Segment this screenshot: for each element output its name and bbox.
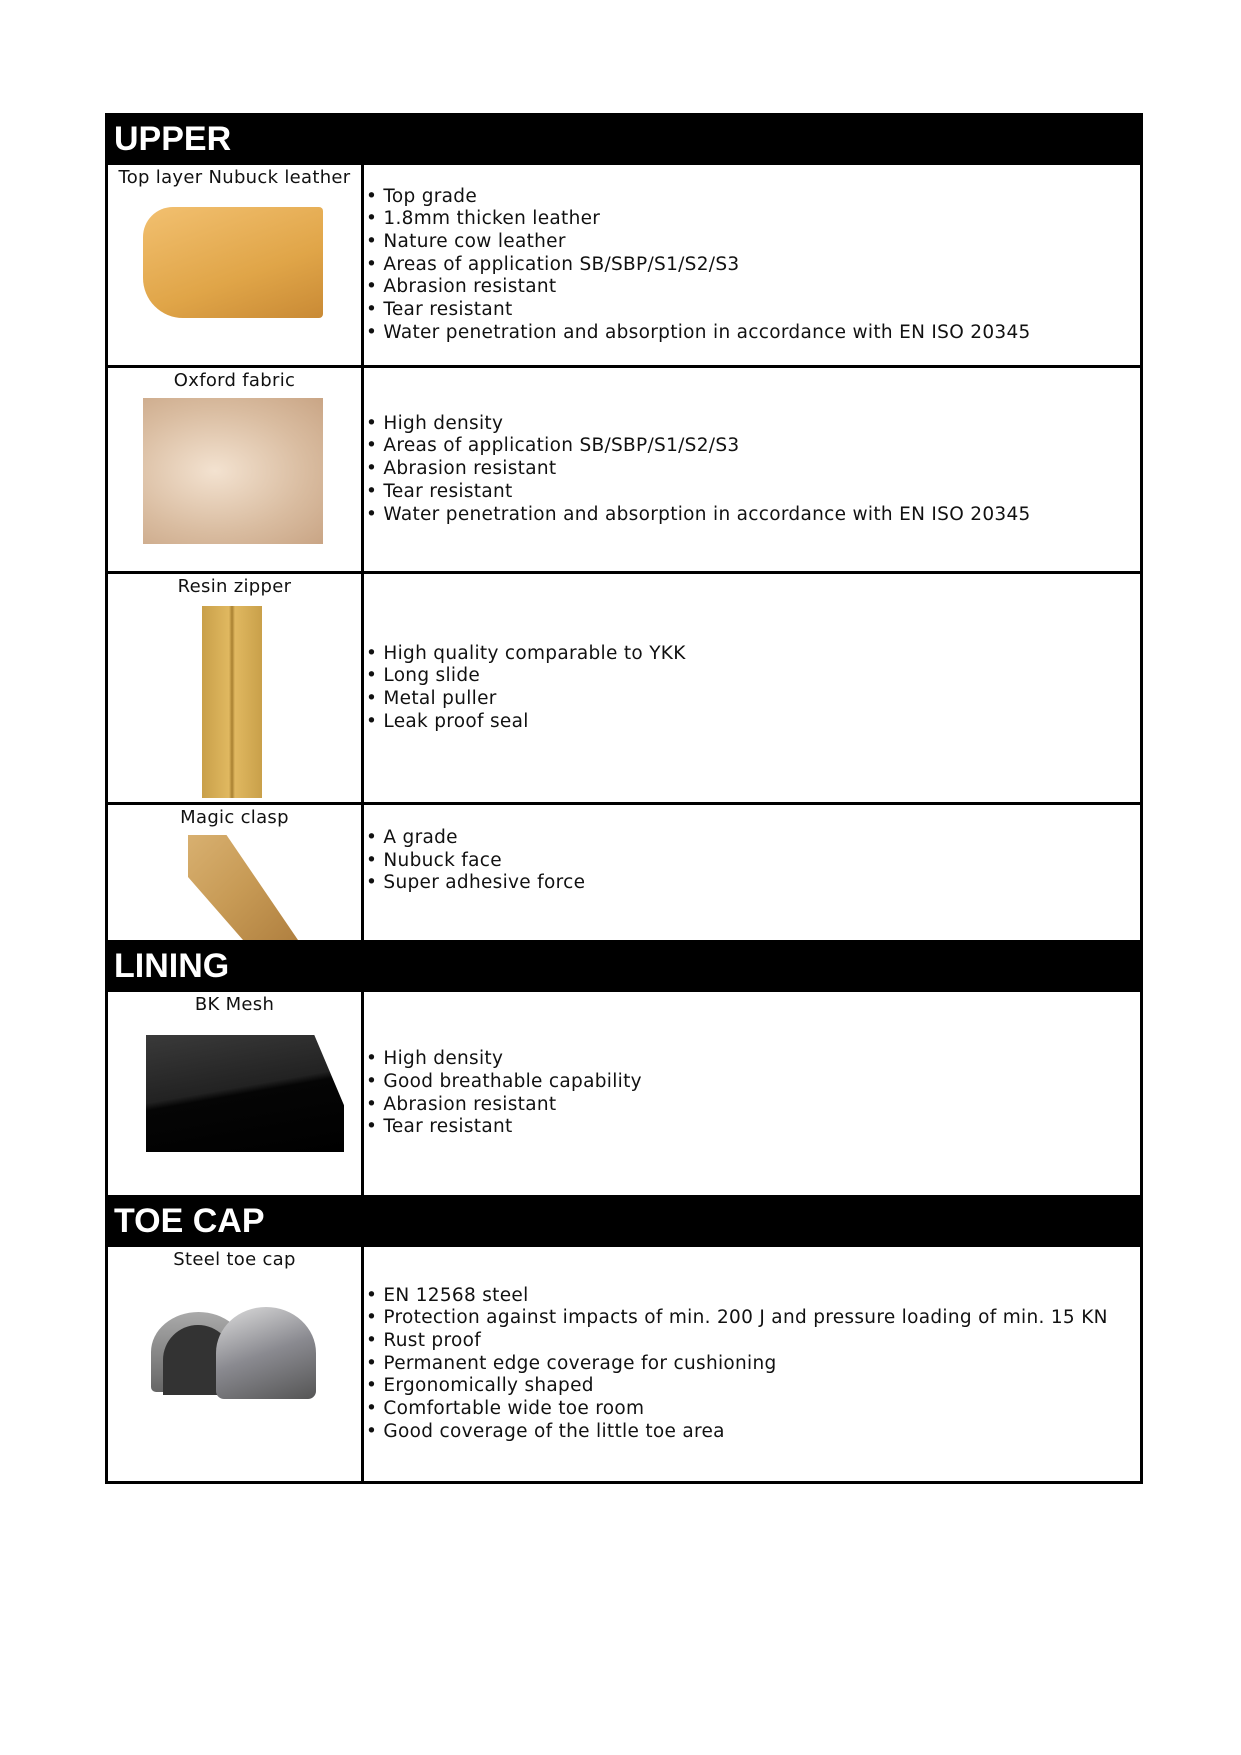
bk-mesh-image	[146, 1035, 344, 1152]
bullet: • Tear resistant	[366, 299, 1031, 322]
bullet: • Nature cow leather	[366, 231, 1031, 254]
bullet: • Ergonomically shaped	[366, 1375, 1108, 1398]
bullet: • Metal puller	[366, 688, 686, 711]
section-header-toe-cap: TOE CAP	[108, 1195, 1140, 1247]
bullet: • Super adhesive force	[366, 872, 585, 895]
bullet: • Rust proof	[366, 1330, 1108, 1353]
bullet: • Top grade	[366, 186, 1031, 209]
material-name: Resin zipper	[177, 576, 292, 597]
section-header-lining: LINING	[108, 940, 1140, 992]
bullet: • A grade	[366, 827, 585, 850]
table-row	[108, 165, 1140, 368]
bullet: • EN 12568 steel	[366, 1285, 1108, 1308]
bullet: • Abrasion resistant	[366, 276, 1031, 299]
bullet: • Good coverage of the little toe area	[366, 1421, 1108, 1444]
bullet: • Abrasion resistant	[366, 1094, 642, 1117]
bullet: • Areas of application SB/SBP/S1/S2/S3	[366, 435, 1031, 458]
material-name: BK Mesh	[194, 994, 275, 1015]
material-name: Top layer Nubuck leather	[118, 167, 351, 188]
bullet: • Water penetration and absorption in accordance with EN ISO 20345	[366, 504, 1031, 527]
table-row	[108, 805, 1140, 940]
table-row	[108, 368, 1140, 574]
bullet: • Protection against impacts of min. 200 J and pressure loading of min. 15 KN	[366, 1307, 1108, 1330]
bullet: • Permanent edge coverage for cushioning	[366, 1353, 1108, 1376]
table-row	[108, 1247, 1140, 1481]
material-name: Magic clasp	[180, 807, 289, 828]
materials-table	[105, 113, 1143, 1484]
bullet: • Leak proof seal	[366, 711, 686, 734]
bullet: • 1.8mm thicken leather	[366, 208, 1031, 231]
material-name: Steel toe cap	[173, 1249, 296, 1270]
bullet: • High density	[366, 413, 1031, 436]
bullet: • Comfortable wide toe room	[366, 1398, 1108, 1421]
bullet: • Nubuck face	[366, 850, 585, 873]
magic-clasp-image	[188, 835, 298, 940]
bullet: • Areas of application SB/SBP/S1/S2/S3	[366, 254, 1031, 277]
resin-zipper-image	[202, 606, 262, 798]
bullet: • High quality comparable to YKK	[366, 643, 686, 666]
table-row	[108, 574, 1140, 805]
section-header-upper: UPPER	[108, 113, 1140, 165]
bullet: • Long slide	[366, 665, 686, 688]
table-row	[108, 992, 1140, 1195]
bullet: • Tear resistant	[366, 1116, 642, 1139]
bullet: • Good breathable capability	[366, 1071, 642, 1094]
steel-toe-cap-image	[151, 1307, 321, 1402]
nubuck-leather-image	[143, 207, 323, 318]
oxford-fabric-image	[143, 398, 323, 544]
material-name: Oxford fabric	[173, 370, 296, 391]
bullet: • Water penetration and absorption in accordance with EN ISO 20345	[366, 322, 1031, 345]
bullet: • Abrasion resistant	[366, 458, 1031, 481]
bullet: • High density	[366, 1048, 642, 1071]
bullet: • Tear resistant	[366, 481, 1031, 504]
